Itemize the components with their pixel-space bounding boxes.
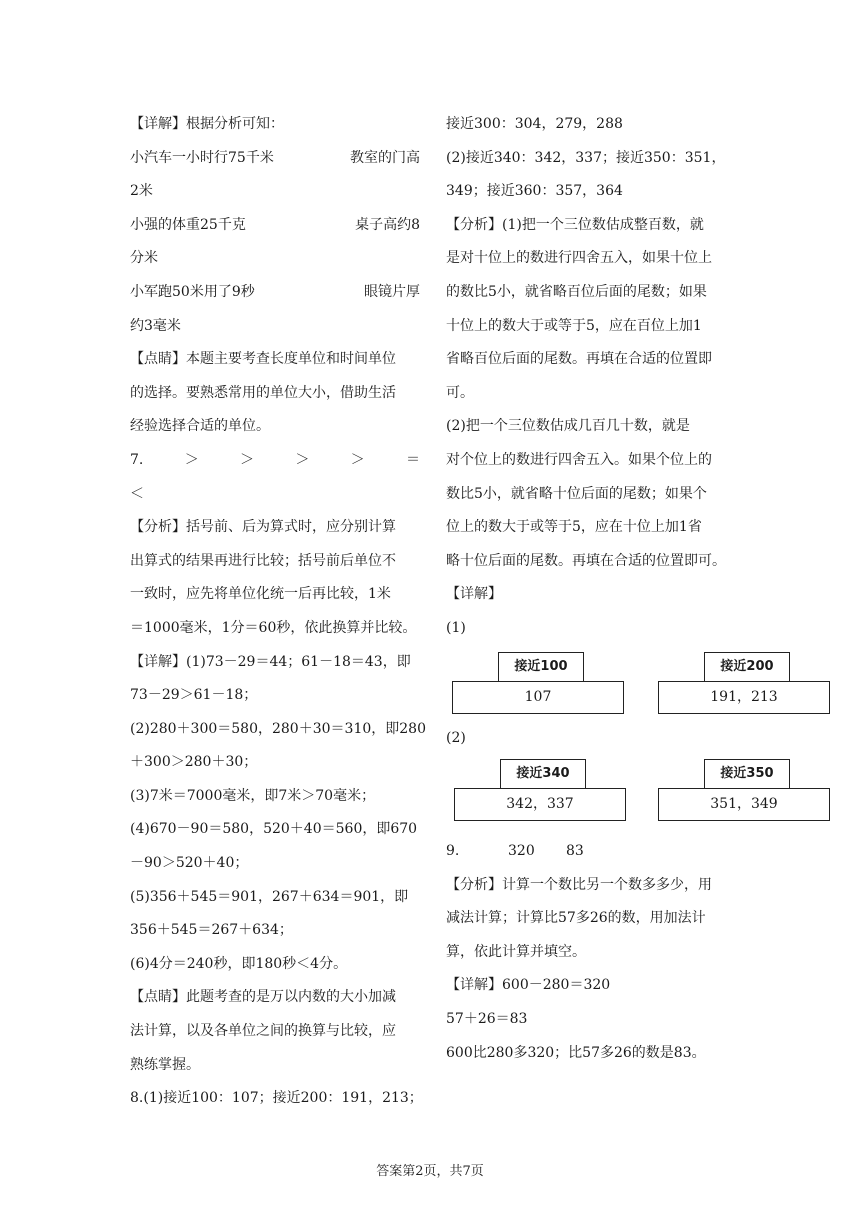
- text-line: 可。: [446, 384, 474, 401]
- text-line: 600比280多320；比57多26的数是83。: [446, 1044, 706, 1061]
- text-line: 经验选择合适的单位。: [130, 418, 270, 435]
- text-line: 法计算，以及各单位之间的换算与比较，应: [130, 1023, 396, 1040]
- estimate-box: [452, 652, 624, 714]
- pair-item: 小军跑50米用了9秒: [130, 283, 255, 300]
- text-line: 【详解】根据分析可知：: [130, 116, 284, 132]
- answer-symbol: ＞: [295, 451, 310, 468]
- text-line: －90＞520＋40；: [130, 855, 249, 872]
- answer-symbol: ＞: [184, 451, 199, 468]
- answer-value: 320: [508, 843, 535, 860]
- right-column: [446, 108, 778, 1070]
- estimate-box-label: 接近200: [704, 652, 790, 682]
- text-line: 【点睛】本题主要考查长度单位和时间单位: [130, 351, 396, 368]
- text-line: (3)7米＝7000毫米，即7米＞70毫米；: [130, 787, 376, 804]
- text-line: 的选择。要熟悉常用的单位大小，借助生活: [130, 384, 396, 401]
- text-line: 349；接近360：357，364: [446, 183, 623, 200]
- text-line: 对个位上的数进行四舍五入。如果个位上的: [446, 451, 712, 468]
- estimate-box-label: 接近340: [500, 759, 586, 789]
- text-line: 接近300：304，279，288: [446, 116, 623, 132]
- answer-value: 83: [566, 843, 584, 860]
- answer-symbol: ＞: [240, 451, 255, 468]
- pair-item: 桌子高约8: [355, 216, 420, 233]
- estimate-boxes-1: [446, 652, 778, 718]
- answer-symbol: ＞: [350, 451, 365, 468]
- text-line: (5)356＋545＝901，267＋634＝901，即: [130, 888, 409, 905]
- text-line: 一致时，应先将单位化统一后再比较，1米: [130, 586, 391, 603]
- text-line: 位上的数大于或等于5，应在十位上加1省: [446, 519, 702, 536]
- pair-item: 小汽车一小时行75千米: [130, 149, 274, 166]
- question-7-answers: [130, 444, 420, 478]
- text-line: (1): [446, 619, 466, 636]
- text-line: 出算式的结果再进行比较；括号前后单位不: [130, 552, 396, 569]
- text-line: 8.(1)接近100：107；接近200：191，213；: [130, 1090, 423, 1107]
- left-column: [130, 108, 426, 1116]
- text-line: 是对十位上的数进行四舍五入，如果十位上: [446, 250, 712, 267]
- estimate-box: [658, 652, 830, 714]
- text-line: 数比5小，就省略十位后面的尾数；如果个: [446, 485, 707, 502]
- text-line: 【详解】: [446, 586, 502, 603]
- text-line: 57＋26＝83: [446, 1011, 528, 1028]
- text-line: 约3毫米: [130, 317, 181, 334]
- text-line: 【点睛】此题考查的是万以内数的大小加减: [130, 989, 396, 1006]
- text-line: ＜: [130, 485, 144, 502]
- text-line: 分米: [130, 250, 158, 267]
- pair-item: 小强的体重25千克: [130, 216, 246, 233]
- answer-symbol: ＝: [406, 451, 420, 468]
- question-number: 9.: [446, 843, 460, 860]
- text-line: 的数比5小，就省略百位后面的尾数；如果: [446, 283, 707, 300]
- text-line: 【分析】(1)把一个三位数估成整百数，就: [446, 216, 704, 233]
- text-line: 算，依此计算并填空。: [446, 943, 586, 960]
- text-line: 【详解】600－280＝320: [446, 977, 611, 994]
- text-line: 【分析】括号前、后为算式时，应分别计算: [130, 519, 396, 536]
- question-number: 7.: [130, 451, 144, 468]
- text-line: ＝1000毫米，1分＝60秒，依此换算并比较。: [130, 619, 417, 636]
- text-line: (2): [446, 729, 466, 746]
- estimate-boxes-2: [446, 759, 778, 825]
- pair-item: 眼镜片厚: [364, 283, 420, 300]
- unit-pair-line: [130, 209, 420, 243]
- pair-item: 教室的门高: [350, 149, 420, 166]
- text-line: 356＋545＝267＋634；: [130, 922, 293, 939]
- text-line: 【分析】计算一个数比另一个数多多少，用: [446, 876, 712, 893]
- estimate-box-value: 342，337: [454, 788, 626, 821]
- estimate-box-value: 351，349: [658, 788, 830, 821]
- page-footer: 答案第2页，共7页: [376, 1164, 484, 1179]
- question-9-answers: [446, 835, 746, 869]
- text-line: (2)把一个三位数估成几百几十数，就是: [446, 418, 690, 435]
- text-line: 熟练掌握。: [130, 1056, 200, 1073]
- estimate-box-label: 接近350: [704, 759, 790, 789]
- text-line: (2)接近340：342，337；接近350：351，: [446, 149, 726, 166]
- estimate-box: [454, 759, 626, 821]
- estimate-box-value: 191，213: [658, 681, 830, 714]
- unit-pair-line: [130, 142, 420, 176]
- text-line: 减法计算；计算比57多26的数，用加法计: [446, 910, 706, 927]
- text-line: (6)4分＝240秒，即180秒＜4分。: [130, 955, 348, 972]
- estimate-box: [658, 759, 830, 821]
- text-line: ＋300＞280＋30；: [130, 754, 258, 771]
- text-line: 2米: [130, 183, 153, 200]
- text-line: (4)670－90＝580，520＋40＝560，即670: [130, 821, 418, 838]
- text-line: 十位上的数大于或等于5，应在百位上加1: [446, 317, 702, 334]
- text-line: 省略百位后面的尾数。再填在合适的位置即: [446, 351, 712, 368]
- unit-pair-line: [130, 276, 420, 310]
- text-line: 略十位后面的尾数。再填在合适的位置即可。: [446, 552, 726, 569]
- estimate-box-value: 107: [452, 681, 624, 714]
- text-line: 73－29＞61－18；: [130, 687, 258, 704]
- text-line: 【详解】(1)73－29＝44；61－18＝43，即: [130, 653, 411, 670]
- estimate-box-label: 接近100: [498, 652, 584, 682]
- text-line: (2)280＋300＝580，280＋30＝310，即280: [130, 720, 426, 737]
